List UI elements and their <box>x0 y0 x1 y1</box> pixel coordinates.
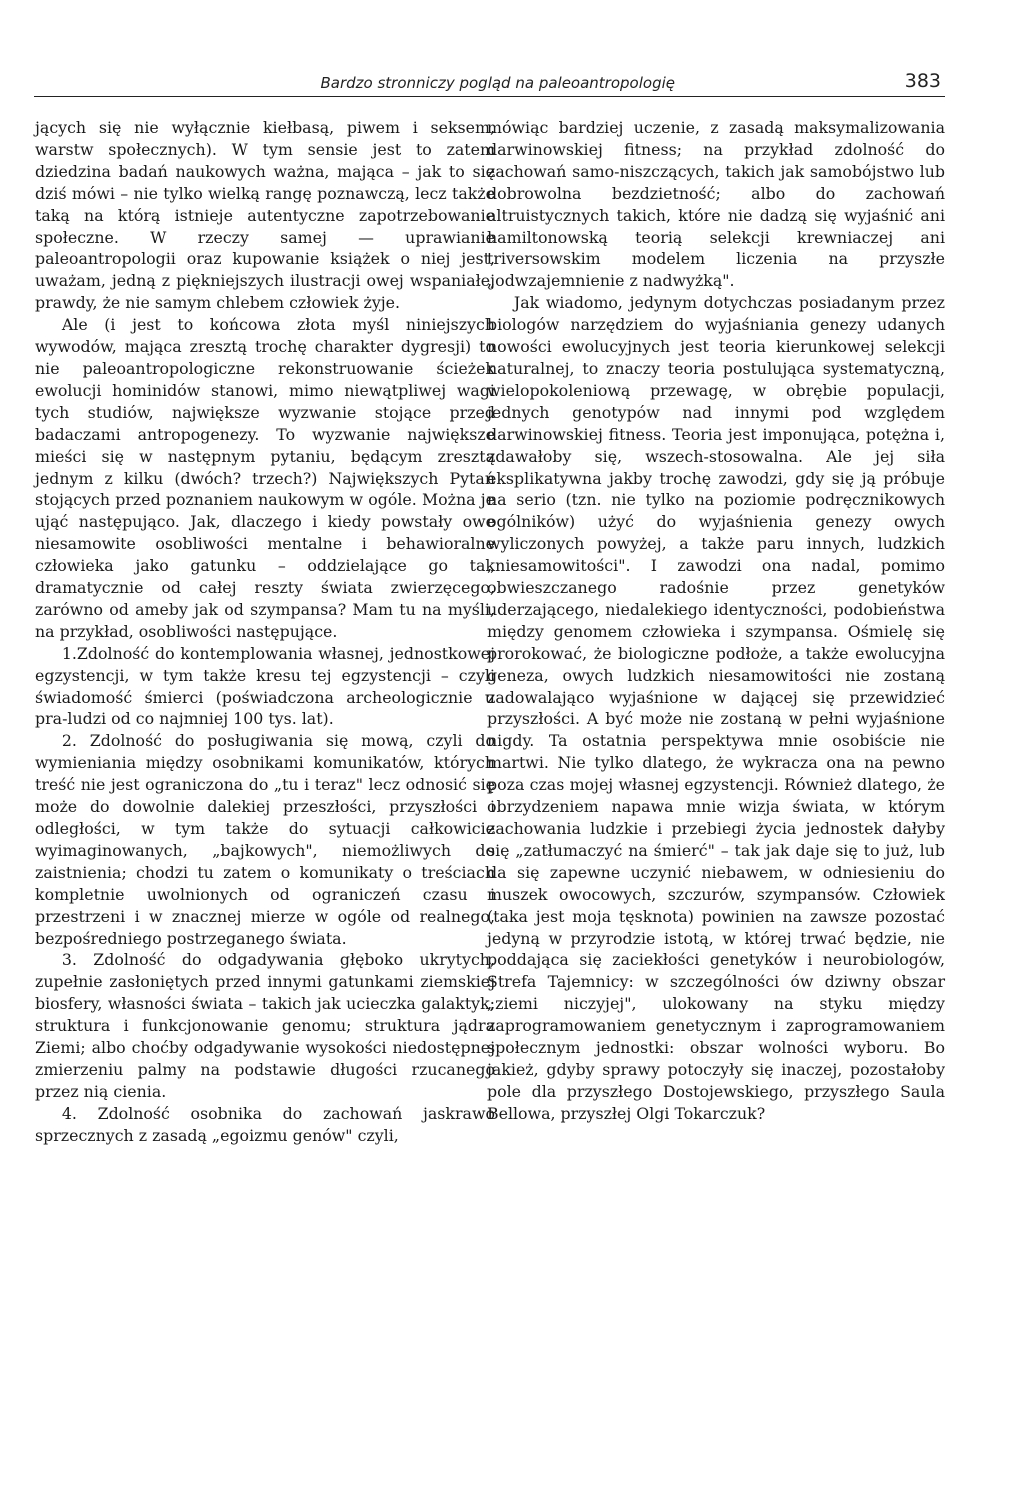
running-header <box>34 72 945 97</box>
paragraph: 3. Zdolność do odgadywania głęboko ukrytych, zupełnie zasłoniętych przed innymi gatunkami ziemskiej biosfery, własności świata – takich jak ucieczka galaktyk; struktura i funkcjonowanie genomu; struktura jądra Ziemi; albo choćby odgadywanie wysokości niedostępnej zmierzeniu palmy na podstawie długości rzucanego przez nią cienia. <box>35 950 495 1101</box>
paragraph: 1.Zdolność do kontemplowania własnej, jednostkowej egzystencji, w tym także kresu tej egzystencji – czyli świadomość śmierci (poświadczona archeologicznie u pra-ludzi od co najmniej 100 tys. lat). <box>35 643 495 729</box>
paragraph: Jak wiadomo, jedynym dotychczas posiadanym przez biologów narzędziem do wyjaśniania genezy udanych nowości ewolucyjnych jest teoria kierunkowej selekcji naturalnej, to znaczy teoria postulująca systematyczną, wielopokoleniową przewagę, w obrębie populacji, jednych genotypów nad innymi pod względem darwinowskiej fitness. Teoria jest imponująca, potężna i, zdawałoby się, wszech-stosowalna. Ale jej siła eksplikatywna jakby trochę zawodzi, gdy się ją próbuje na serio (tzn. nie tylko na poziomie podręcznikowych ogólników) użyć do wyjaśnienia genezy owych wyliczonych powyżej, a także paru innych, ludzkich „niesamowitości". I zawodzi ona nadal, pomimo obwieszczanego radośnie przez genetyków uderzającego, niedalekiego identyczności, podobieństwa między genomem człowieka i szympansa. Ośmielę się prorokować, że biologiczne podłoże, a także ewolucyjna geneza, owych ludzkich niesamowitości nie zostaną zadowalająco wyjaśnione w dającej się przewidzieć przyszłości. A być może nie zostaną w pełni wyjaśnione nigdy. Ta ostatnia perspektywa mnie osobiście nie martwi. Nie tylko dlatego, że wykracza ona na pewno poza czas mojej własnej egzystencji. Również dlatego, że obrzydzeniem napawa mnie wizja świata, w którym zachowania ludzkie i przebiegi życia jednostek dałyby się „zatłumaczyć na śmierć" – tak jak daje się to już, lub da się zapewne uczynić niebawem, w odniesieniu do muszek owocowych, szczurów, szympansów. Człowiek (taka jest moja tęsknota) powinien na zawsze pozostać jedyną w przyrodzie istotą, w której trwać będzie, nie poddająca się zaciekłości genetyków i neurobiologów, Strefa Tajemnicy: w szczególności ów dziwny obszar „ziemi niczyjej", ulokowany na styku między zaprogramowaniem genetycznym i zaprogramowaniem społecznym jednostki: obszar wolności wyboru. Bo jakież, gdyby sprawy potoczyły się inaczej, pozostałoby pole dla przyszłego Dostojewskiego, przyszłego Saula Bellowa, przyszłej Olgi Tokarczuk? <box>487 293 945 1123</box>
paragraph: 2. Zdolność do posługiwania się mową, czyli do wymieniania między osobnikami komunikatów, których treść nie jest ograniczona do „tu i teraz" lecz odnosić się może do dowolnie dalekiej przeszłości, przyszłości i odległości, w tym także do sytuacji całkowicie wyimaginowanych, „bajkowych", niemożliwych do zaistnienia; chodzi tu zatem o komunikaty o treściach kompletnie uwolnionych od ograniczeń czasu i przestrzeni i w znacznej mierze w ogóle od realnego, bezpośredniego postrzeganego świata. <box>35 731 495 948</box>
running-title: Bardzo stronniczy pogląd na paleoantropologię <box>320 74 675 92</box>
left-column <box>35 117 495 1147</box>
paragraph: jących się nie wyłącznie kiełbasą, piwem i seksem, warstw społecznych). W tym sensie jest to zatem dziedzina badań naukowych ważna, mająca – jak to się dziś mówi – nie tylko wielką rangę poznawczą, lecz także taką na którą istnieje autentyczne zapotrzebowanie społeczne. W rzeczy samej — uprawianie paleoantropologii oraz kupowanie książek o niej jest, uważam, jedną z piękniejszych ilustracji owej wspaniałej prawdy, że nie samym chlebem człowiek żyje. <box>35 118 495 313</box>
page-number: 383 <box>904 70 941 92</box>
paragraph: mówiąc bardziej uczenie, z zasadą maksymalizowania darwinowskiej fitness; na przykład zdolność do zachowań samo-niszczących, takich jak samobójstwo lub dobrowolna bezdzietność; albo do zachowań altruistycznych takich, które nie dadzą się wyjaśnić ani hamiltonowską teorią selekcji krewniaczej ani triversowskim modelem liczenia na przyszłe „odwzajemnienie z nadwyżką". <box>487 118 945 291</box>
paragraph: Ale (i jest to końcowa złota myśl niniejszych wywodów, mająca zresztą trochę charakter dygresji) to nie paleoantropologiczne rekonstruowanie ścieżek ewolucji hominidów stanowi, mimo niewątpliwej wagi tych studiów, największe wyzwanie stojące przed badaczami antropogenezy. To wyzwanie największe mieści się w następnym pytaniu, będącym zresztą jednym z kilku (dwóch? trzech?) Największych Pytań stojących przed poznaniem naukowym w ogóle. Można je ująć następująco. Jak, dlaczego i kiedy powstały owe niesamowite osobliwości mentalne i behawioralne człowieka jako gatunku – oddzielające go tak dramatycznie od całej reszty świata zwierzęcego, zarówno od ameby jak od szympansa? Mam tu na myśli, na przykład, osobliwości następujące. <box>35 315 495 641</box>
right-column <box>487 117 945 1125</box>
paragraph: 4. Zdolność osobnika do zachowań jaskrawo sprzecznych z zasadą „egoizmu genów" czyli, <box>35 1103 495 1145</box>
